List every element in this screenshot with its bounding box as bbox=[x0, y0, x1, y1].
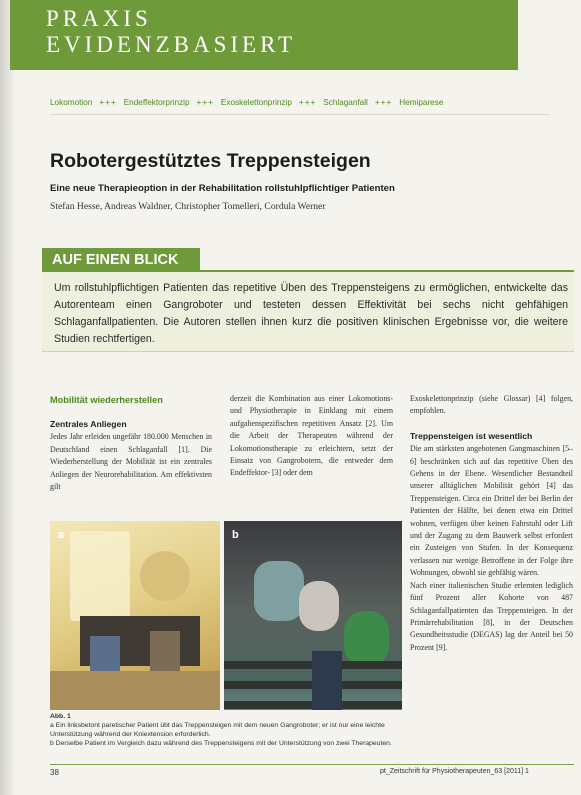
topic-exoskelett: Exoskelettonprinzip bbox=[220, 98, 292, 107]
caption-a: a Ein linksbetont paretischer Patient übt das Treppensteigen mit dem neuen Gangroboter; er ist nur eine leichte Unterstützung während der Kniextension erforderlich. bbox=[50, 722, 385, 738]
caption-title: Abb. 1 bbox=[50, 713, 71, 720]
caption-b: b Derselbe Patient im Vergleich dazu während des Treppensteigens mit der Unterstützung von zwei Therapeuten. bbox=[50, 740, 392, 747]
col3-paragraph: Die am stärksten angebotenen Gangmaschinen [5–6] beschränken sich auf das repetitive Üben des Gehens in der Ebene. Wesentlicher Bestandteil unserer alltäglichen Mobilität gehört [4] das Treppensteigen. Circa ein Drittel der bei Berlin der Patienten der Hälfte, bei denen etwa ein Drittel wohnen, verfügen über keinen Fahrstuhl oder Lift und der Zugang zu dem Bauwerk selbst erfordert ein Zusteigen von Stufen. In der Konsequenz verlassen nur wenige Betroffene in der Folge ihre Wohnungen, obwohl sie gehfähig wären. bbox=[410, 444, 573, 578]
footer-divider bbox=[50, 764, 574, 765]
body-column-1 bbox=[50, 418, 212, 493]
glance-heading: AUF EINEN BLICK bbox=[42, 248, 200, 272]
col2-paragraph: derzeit die Kombination aus einer Lokomotions- und Physiotherapie in Einklang mit einem aufgabenspezifischen repetitiven Ansatz [2]. Um die Arbeit der Therapeuten während der Lokomotionstherapie zu erleichtern, setzt der Einsatz von Gangrobotern, die entweder dem Endeffektor- [3] oder dem bbox=[230, 394, 393, 478]
article-subtitle: Eine neue Therapieoption in der Rehabilitation rollstuhlpflichtiger Patienten bbox=[50, 183, 395, 194]
photo-label-a: a bbox=[58, 529, 65, 541]
topic-separator: +++ bbox=[298, 98, 317, 107]
topic-keywords bbox=[50, 98, 550, 112]
header-line-2: EVIDENZBASIERT bbox=[46, 32, 297, 57]
topic-endeffektor: Endeffektorprinzip bbox=[123, 98, 190, 107]
glance-text: Um rollstuhlpflichtigen Patienten das repetitive Üben des Treppensteigens zu ermöglichen, entwickelte das Autorenteam einen Gangroboter und testeten dessen Effektivität bei sechs nicht gehfähigen Schlaganfallpatienten. Die Autoren stellen ihnen kurz die positiven klinischen Ergebnisse vor, die weitere Studien rechtfertigen. bbox=[54, 282, 568, 345]
topic-separator: +++ bbox=[374, 98, 393, 107]
page-number: 38 bbox=[50, 768, 59, 777]
topic-schlaganfall: Schlaganfall bbox=[323, 98, 368, 107]
topic-separator: +++ bbox=[99, 98, 117, 107]
binding-edge bbox=[0, 0, 14, 795]
article-title: Robotergestütztes Treppensteigen bbox=[50, 150, 371, 172]
topic-hemiparese: Hemiparese bbox=[399, 98, 444, 107]
section-heading-mobility: Mobilität wiederherstellen bbox=[50, 395, 163, 405]
topic-lokomotion: Lokomotion bbox=[50, 98, 93, 107]
col1-paragraph: Jedes Jahr erleiden ungefähr 180.000 Menschen in Deutschland einen Schlaganfall [1]. Die Wiederherstellung der Mobilität ist ein zentrales Anliegen der Neurorehabilitation. Am effektivsten gilt bbox=[50, 432, 212, 492]
header-band bbox=[10, 0, 518, 70]
subheading-central: Zentrales Anliegen bbox=[50, 419, 127, 429]
col3-paragraph-2: Nach einer italienischen Studie erlernten lediglich fünf Prozent aller Kohorte von 487 Schlaganfallpatienten das Treppensteigen. In der Primärrehabilitation [8], in der Deutschen Gesundheitsstudie (DEGAS) lag der Anteil bei 50 Prozent [9]. bbox=[410, 580, 573, 652]
header-line-1: PRAXIS bbox=[46, 6, 152, 31]
photo-label-b: b bbox=[232, 529, 239, 541]
journal-footer: pt_Zeitschrift für Physiotherapeuten_63 [2011] 1 bbox=[380, 768, 529, 775]
article-authors: Stefan Hesse, Andreas Waldner, Christopher Tomelleri, Cordula Werner bbox=[50, 201, 326, 212]
topic-divider bbox=[50, 114, 550, 115]
col3-intro: Exoskelettonprinzip (siehe Glossar) [4] folgen, empfohlen. bbox=[410, 394, 573, 416]
figure-caption bbox=[50, 712, 406, 748]
body-column-2 bbox=[230, 393, 393, 480]
section-heading-stairs: Treppensteigen ist wesentlich bbox=[410, 430, 533, 441]
glance-box bbox=[42, 270, 574, 352]
body-column-3 bbox=[410, 393, 573, 654]
topic-separator: +++ bbox=[196, 98, 214, 107]
